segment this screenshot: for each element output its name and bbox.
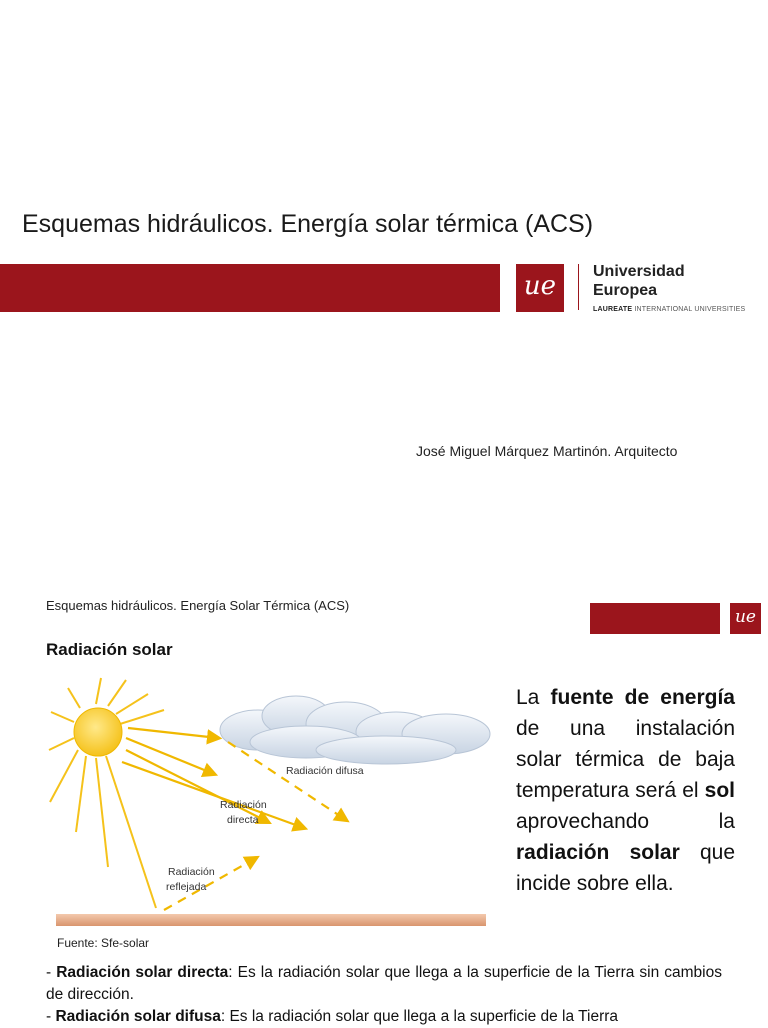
logo-university-text: Universidad	[593, 263, 685, 280]
definition-list	[46, 962, 722, 1028]
cloud-icon	[220, 696, 490, 764]
header-accent-bar	[590, 603, 720, 634]
side-paragraph: La fuente de energía de una instalación solar térmica de baja temperatura será el sol aprovechando la radiación solar que incide sobre ella.	[516, 686, 736, 895]
label-radiacion-difusa: Radiación difusa	[286, 765, 364, 777]
solar-radiation-diagram	[46, 672, 496, 934]
author-credit: José Miguel Márquez Martinón. Arquitecto	[416, 443, 678, 459]
section-title: Radiación solar	[46, 640, 173, 659]
logo-divider	[578, 264, 579, 310]
label-radiacion-directa-2: directa	[227, 814, 259, 826]
title-accent-bar	[0, 264, 500, 312]
ue-logo-mark: ue	[516, 264, 564, 312]
list-item: - Radiación solar directa: Es la radiación solar que llega a la superficie de la Tierra sin cambios de dirección.	[46, 964, 722, 1003]
label-radiacion-reflejada-2: reflejada	[166, 881, 207, 893]
ue-logo-mark-small: ue	[730, 603, 761, 634]
slide-title: Esquemas hidráulicos. Energía solar térmica (ACS)	[22, 210, 594, 238]
ground	[56, 914, 486, 926]
label-radiacion-directa-1: Radiación	[220, 799, 267, 811]
logo-laureate-text: LAUREATE INTERNATIONAL UNIVERSITIES	[593, 306, 746, 313]
slide-header: Esquemas hidráulicos. Energía Solar Térmica (ACS)	[46, 598, 350, 613]
list-item: - Radiación solar difusa: Es la radiación solar que llega a la superficie de la Tierra	[46, 1008, 619, 1025]
label-radiacion-reflejada-1: Radiación	[168, 866, 215, 878]
image-source: Fuente: Sfe-solar	[57, 936, 150, 950]
sun-icon	[74, 708, 122, 756]
logo-europea-text: Europea	[593, 282, 658, 299]
